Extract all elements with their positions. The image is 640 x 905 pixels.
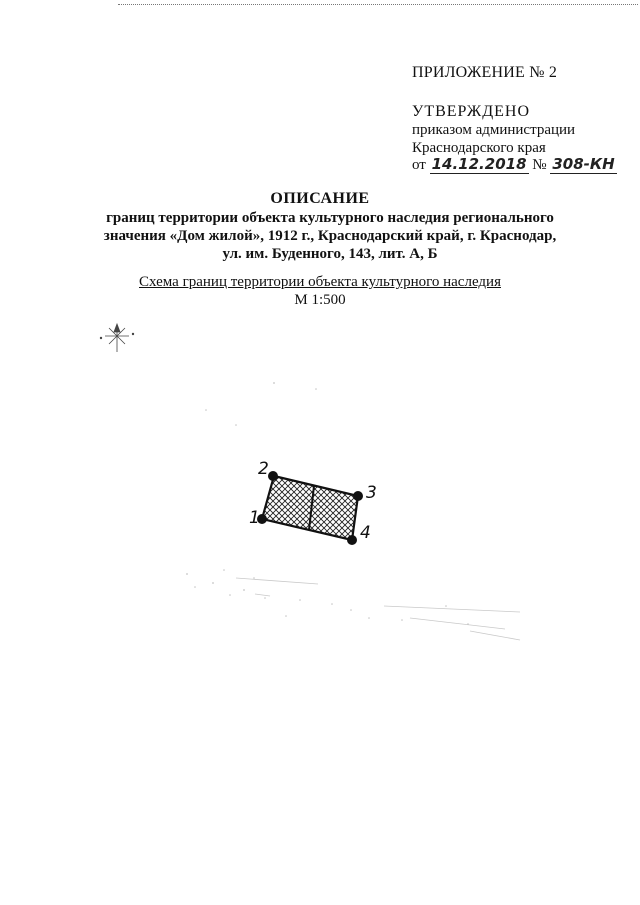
- document-title: ОПИСАНИЕ: [270, 190, 370, 207]
- scheme-scale: М 1:500: [294, 292, 346, 308]
- order-line-1: приказом администрации: [412, 122, 576, 138]
- svg-text:4: 4: [360, 523, 371, 543]
- description-line-1: границ территории объекта культурного наследия регионального: [106, 210, 554, 226]
- scheme-title: Схема границ территории объекта культурного наследия: [139, 274, 501, 290]
- handwritten-date: 14.12.2018: [431, 155, 527, 173]
- svg-text:1: 1: [249, 508, 260, 528]
- svg-text:3: 3: [366, 483, 377, 503]
- date-prefix: от: [412, 157, 426, 173]
- svg-text:2: 2: [258, 459, 269, 479]
- number-prefix: №: [532, 157, 547, 173]
- description-line-2: значения «Дом жилой», 1912 г., Краснодарский край, г. Краснодар,: [103, 228, 557, 244]
- heritage-territory-boundary: [262, 476, 358, 540]
- north-arrow-icon: [100, 324, 134, 352]
- description-line-3: ул. им. Буденного, 143, лит. А, Б: [222, 246, 438, 262]
- handwritten-number: 308-КН: [552, 155, 615, 173]
- appendix-number: ПРИЛОЖЕНИЕ № 2: [412, 64, 558, 81]
- boundary-point-2: [258, 459, 278, 481]
- boundary-point-3: [353, 483, 377, 503]
- approved-stamp: УТВЕРЖДЕНО: [412, 103, 531, 120]
- order-line-2: Краснодарского края: [412, 140, 546, 156]
- faint-background-lines: [236, 578, 520, 640]
